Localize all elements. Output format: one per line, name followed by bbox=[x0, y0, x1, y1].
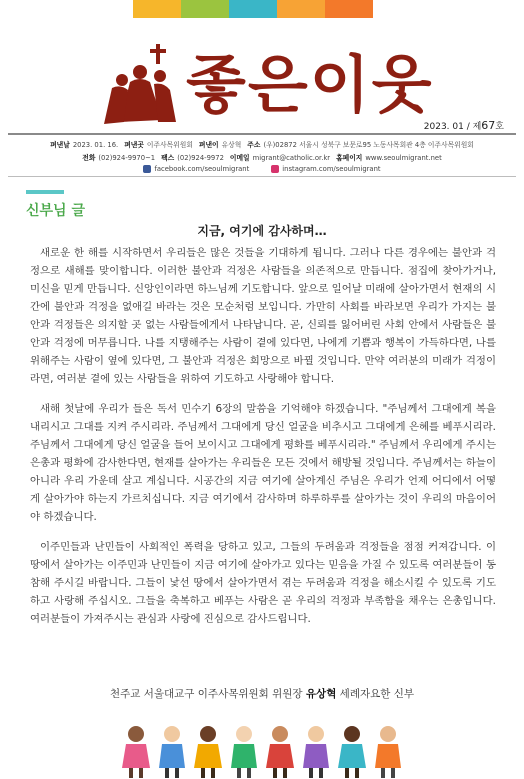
color-block bbox=[325, 0, 373, 18]
child-figure bbox=[338, 726, 366, 778]
color-block bbox=[133, 0, 181, 18]
issue-date: 2023. 01 / 제 bbox=[423, 122, 482, 132]
social-links bbox=[0, 165, 524, 173]
article-paragraph: 새해 첫날에 우리가 들은 독서 민수기 6장의 말씀을 기억해야 하겠습니다. "주님께서 그대에게 복을 내리시고 그대를 지켜 주시리라. 주님께서 그대에게 당신 얼굴을 비추시고 그대에게 은혜를 베푸시리라. 주님께서 그대에게 당신 얼굴을 들어 보이시고 그대에게 평화를 베푸시리라." 주님께서 우리에게 주시는 은총과 평화에 감사한다면, 현재를 살아가는 우리들은 모든 것에서 해방될 것입니다. 주님께서는 하늘이 아니라 우리 가운데 살고 계십니다. 시공간의 지금 여기에 살아계신 주님은 우리가 언제 어디에서 어떻게 살아가야 하는지 가르치십니다. 지금 여기에서 감사하며 하루하루를 살아가는 것이 우리의 마음이어야 하겠습니다. bbox=[30, 403, 496, 523]
facebook-link[interactable]: facebook.com/seoulmigrant bbox=[143, 165, 249, 173]
publisher-line-1: 펴낸날 2023. 01. 16. 펴낸곳 이주사목위원회 펴낸이 유상혁 주소 (우)02872 서울시 성북구 보문로95 노동사목회관 4층 이주사목위원회 bbox=[50, 141, 474, 149]
article-body bbox=[30, 244, 496, 640]
child-figure bbox=[194, 726, 222, 778]
issue-info bbox=[424, 119, 504, 132]
publisher-line-2: 전화 (02)924-9970~1 팩스 (02)924-9972 이메일 migrant@catholic.or.kr 홈페이지 www.seoulmigrant.net bbox=[82, 154, 442, 162]
masthead-logo bbox=[100, 40, 434, 130]
logo-title: 좋은이웃 bbox=[186, 48, 434, 121]
author-name: 유상혁 bbox=[305, 688, 337, 700]
top-color-bar bbox=[133, 0, 373, 18]
color-block bbox=[277, 0, 325, 18]
child-figure bbox=[266, 726, 294, 778]
section-title: 신부님 글 bbox=[26, 203, 85, 219]
child-figure bbox=[375, 726, 401, 778]
child-figure bbox=[231, 726, 257, 778]
children-illustration-icon bbox=[114, 722, 414, 779]
article-title: 지금, 여기에 감사하며… bbox=[197, 224, 327, 238]
instagram-icon bbox=[271, 165, 279, 173]
section-accent-bar bbox=[26, 190, 64, 194]
family-cross-icon bbox=[100, 42, 180, 128]
article-paragraph: 이주민들과 난민들이 사회적인 폭력을 당하고 있고, 그들의 두려움과 걱정들을 점점 커져갑니다. 이 땅에서 살아가는 이주민과 난민들이 지금 여기에 살아가고 있다는 믿음을 가질 수 있도록 여러분들이 동참해 주시길 바랍니다. 그들이 낯선 땅에서 살아가면서 겪는 두려움과 걱정을 해소시킬 수 있도록 기도하고 사랑해 주십시오. 그들을 축복하고 베푸는 사람은 곧 우리의 걱정과 부족함을 채우는 은총입니다. 여러분들이 가져주시는 관심과 사랑에 진심으로 감사드립니다. bbox=[30, 541, 496, 625]
article-signature: 천주교 서울대교구 이주사목위원회 위원장 유상혁 세례자요한 신부 bbox=[109, 688, 415, 700]
article-paragraph: 새로운 한 해를 시작하면서 우리들은 많은 것들을 기대하게 됩니다. 그러나 다른 경우에는 불안과 걱정으로 새해를 맞이합니다. 이러한 불안과 걱정은 사람들을 의존적으로 만듭니다. 점집에 찾아가거나, 미신을 믿게 만듭니다. 신앙인이라면 하느님께 기도합니다. 앞으로 일어날 미래에 살아가면서 현재의 시간에 불안과 걱정을 없애길 바라는 것은 모순처럼 보입니다. 가만히 사회를 바라보면 우리가 가지는 불안과 걱정들은 의지할 곳 없는 사람들에게서 나타납니다. 곧, 신뢰를 잃어버린 사회 안에서 사람들은 불안과 걱정에 머무릅니다. 나를 지탱해주는 사람이 곁에 있다면, 나에게 기쁨과 행복이 가득하다면, 나를 위해주는 사람이 옆에 있다면, 그 불안과 걱정은 희망으로 바뀔 것입니다. 만약 여러분의 미래가 걱정이라면, 여러분 곁에 있는 사람들을 위하여 기도하고 사랑해야 합니다. bbox=[30, 247, 496, 385]
publisher-info bbox=[0, 139, 524, 173]
issue-number: 67 bbox=[481, 119, 496, 132]
facebook-icon bbox=[143, 165, 151, 173]
child-figure bbox=[159, 726, 185, 778]
divider bbox=[8, 133, 516, 135]
color-block bbox=[229, 0, 277, 18]
instagram-link[interactable]: instagram.com/seoulmigrant bbox=[271, 165, 380, 173]
email-link[interactable]: migrant@catholic.or.kr bbox=[252, 154, 331, 162]
color-block bbox=[181, 0, 229, 18]
child-figure bbox=[122, 726, 150, 778]
divider bbox=[8, 176, 516, 177]
homepage-link[interactable]: www.seoulmigrant.net bbox=[365, 154, 442, 162]
issue-suffix: 호 bbox=[495, 122, 504, 132]
child-figure bbox=[303, 726, 329, 778]
